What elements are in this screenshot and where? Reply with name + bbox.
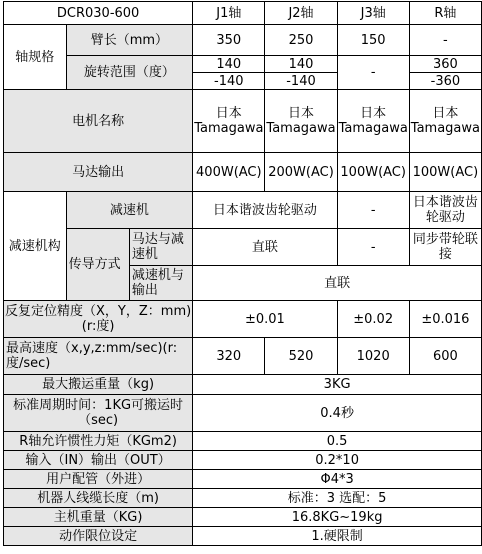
motor-output-j3: 100W(AC) bbox=[337, 153, 409, 192]
limit-setting-value: 1.硬限制 bbox=[193, 527, 482, 546]
axis-header-j3: J3轴 bbox=[337, 2, 409, 25]
repeatability-r: ±0.016 bbox=[409, 301, 481, 338]
arm-length-j2: 250 bbox=[265, 25, 337, 56]
max-speed-j2: 520 bbox=[265, 338, 337, 375]
repeatability-label: 反复定位精度（X，Y，Z：mm)(r:度) bbox=[4, 301, 193, 338]
reducer-j1-j2: 日本谐波齿轮驱动 bbox=[193, 192, 337, 229]
r-inertia-value: 0.5 bbox=[193, 432, 482, 451]
io-label: 输入（IN）输出（OUT） bbox=[4, 451, 193, 470]
reducer-row bbox=[4, 192, 482, 229]
max-payload-row bbox=[4, 375, 482, 395]
motor-name-j3: 日本Tamagawa bbox=[337, 90, 409, 153]
cycle-time-row bbox=[4, 395, 482, 432]
max-speed-j1: 320 bbox=[193, 338, 265, 375]
axis-header-j2: J2轴 bbox=[265, 2, 337, 25]
motor-name-j2: 日本Tamagawa bbox=[265, 90, 337, 153]
repeatability-row bbox=[4, 301, 482, 338]
max-speed-j3: 1020 bbox=[337, 338, 409, 375]
weight-label: 主机重量（KG) bbox=[4, 508, 193, 527]
axis-header-j1: J1轴 bbox=[193, 2, 265, 25]
weight-value: 16.8KG~19kg bbox=[193, 508, 482, 527]
rotation-label: 旋转范围（度） bbox=[66, 56, 193, 90]
cable-length-row bbox=[4, 489, 482, 508]
repeatability-j1-j2: ±0.01 bbox=[193, 301, 337, 338]
spec-table bbox=[3, 1, 482, 546]
motor-reducer-j3: - bbox=[337, 229, 409, 266]
motor-reducer-r: 同步带轮联接 bbox=[409, 229, 481, 266]
rotation-min-j2: -140 bbox=[265, 73, 337, 90]
motor-name-row bbox=[4, 90, 482, 153]
weight-row bbox=[4, 508, 482, 527]
reducer-j3: - bbox=[337, 192, 409, 229]
user-piping-value: Φ4*3 bbox=[193, 470, 482, 489]
reducer-group-label: 减速机构 bbox=[4, 192, 67, 301]
arm-length-row bbox=[4, 25, 482, 56]
io-value: 0.2*10 bbox=[193, 451, 482, 470]
rotation-max-r: 360 bbox=[409, 56, 481, 73]
rotation-max-j1: 140 bbox=[193, 56, 265, 73]
max-payload-label: 最大搬运重量（kg) bbox=[4, 375, 193, 395]
user-piping-label: 用户配管（外进） bbox=[4, 470, 193, 489]
rotation-j3: - bbox=[337, 56, 409, 90]
limit-setting-row bbox=[4, 527, 482, 546]
motor-output-j1: 400W(AC) bbox=[193, 153, 265, 192]
max-speed-r: 600 bbox=[409, 338, 481, 375]
cable-length-value: 标准：3 选配：5 bbox=[193, 489, 482, 508]
motor-output-label: 马达输出 bbox=[4, 153, 193, 192]
user-piping-row bbox=[4, 470, 482, 489]
rotation-max-row bbox=[4, 56, 482, 73]
model-cell: DCR030-600 bbox=[4, 2, 193, 25]
r-inertia-label: R轴允许惯性力矩（KGm2) bbox=[4, 432, 193, 451]
motor-output-r: 100W(AC) bbox=[409, 153, 481, 192]
rotation-max-j2: 140 bbox=[265, 56, 337, 73]
motor-reducer-j1-j2: 直联 bbox=[193, 229, 337, 266]
reducer-r: 日本谐波齿轮驱动 bbox=[409, 192, 481, 229]
motor-output-j2: 200W(AC) bbox=[265, 153, 337, 192]
motor-name-r: 日本Tamagawa bbox=[409, 90, 481, 153]
max-speed-label: 最高速度（x,y,z:mm/sec)(r:度/sec) bbox=[4, 338, 193, 375]
axis-spec-group-label: 轴规格 bbox=[4, 25, 67, 90]
cycle-time-label: 标准周期时间：1KG可搬运时（sec) bbox=[4, 395, 193, 432]
max-speed-row bbox=[4, 338, 482, 375]
motor-name-label: 电机名称 bbox=[4, 90, 193, 153]
arm-length-j3: 150 bbox=[337, 25, 409, 56]
rotation-min-j1: -140 bbox=[193, 73, 265, 90]
transmission-label: 传导方式 bbox=[66, 229, 129, 301]
cable-length-label: 机器人线缆长度（m) bbox=[4, 489, 193, 508]
max-payload-value: 3KG bbox=[193, 375, 482, 395]
reducer-output-value: 直联 bbox=[193, 266, 482, 301]
reducer-output-label: 减速机与输出 bbox=[129, 266, 192, 301]
rotation-min-r: -360 bbox=[409, 73, 481, 90]
motor-output-row bbox=[4, 153, 482, 192]
header-row bbox=[4, 2, 482, 25]
limit-setting-label: 动作限位设定 bbox=[4, 527, 193, 546]
reducer-label: 减速机 bbox=[66, 192, 193, 229]
arm-length-r: - bbox=[409, 25, 481, 56]
io-row bbox=[4, 451, 482, 470]
motor-name-j1: 日本Tamagawa bbox=[193, 90, 265, 153]
r-inertia-row bbox=[4, 432, 482, 451]
motor-reducer-row bbox=[4, 229, 482, 266]
cycle-time-value: 0.4秒 bbox=[193, 395, 482, 432]
motor-reducer-label: 马达与减速机 bbox=[129, 229, 192, 266]
arm-length-label: 臂长（mm） bbox=[66, 25, 193, 56]
axis-header-r: R轴 bbox=[409, 2, 481, 25]
arm-length-j1: 350 bbox=[193, 25, 265, 56]
repeatability-j3: ±0.02 bbox=[337, 301, 409, 338]
